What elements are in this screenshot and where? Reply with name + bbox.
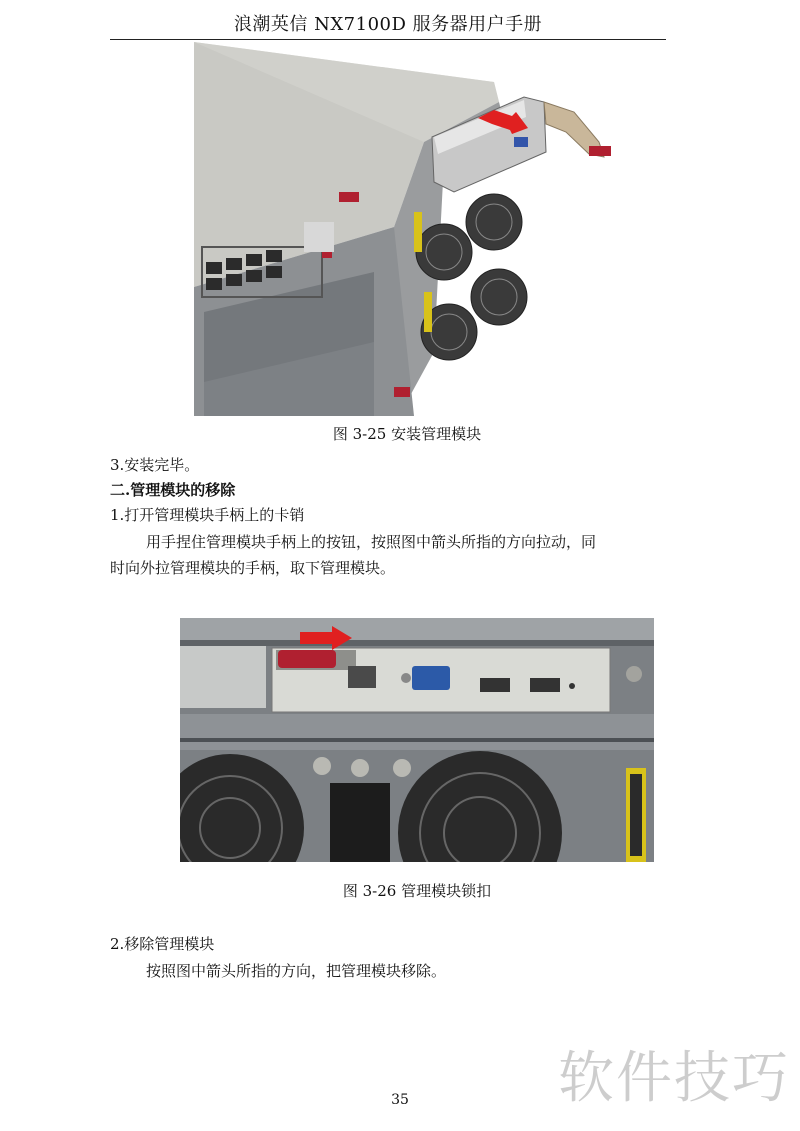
section-heading: 二.管理模块的移除 (110, 481, 236, 499)
page-number: 35 (391, 1092, 409, 1108)
step-1-text-line-2: 时向外拉管理模块的手柄，取下管理模块。 (110, 559, 396, 577)
step-1-text-line-1: 用手捏住管理模块手柄上的按钮，按照图中箭头所指的方向拉动，同 (146, 533, 597, 551)
figure-3-26-caption: 图 3-26 管理模块锁扣 (342, 882, 492, 900)
step-1-title: 1.打开管理模块手柄上的卡销 (110, 506, 305, 524)
figure-3-25-photo (194, 42, 620, 416)
watermark: 软件技巧 (558, 1046, 790, 1111)
page-header-title: 浪潮英信 NX7100D 服务器用户手册 (233, 14, 543, 35)
step-3-text: 3.安装完毕。 (110, 456, 200, 474)
step-2-text: 按照图中箭头所指的方向，把管理模块移除。 (146, 962, 447, 980)
header-rule (110, 39, 666, 40)
step-2-title: 2.移除管理模块 (110, 935, 215, 953)
figure-3-25-caption: 图 3-25 安装管理模块 (332, 425, 482, 443)
figure-3-26-photo (180, 618, 654, 862)
